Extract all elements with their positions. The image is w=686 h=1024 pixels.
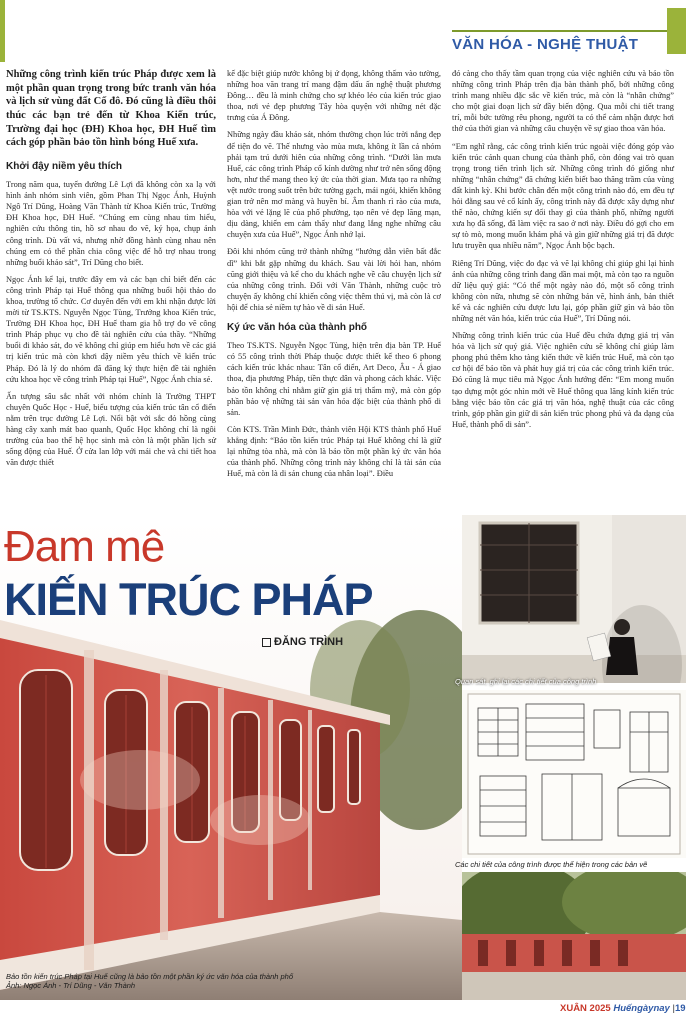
section-title: VĂN HÓA - NGHỆ THUẬT bbox=[452, 36, 639, 53]
caption-text: Bảo tồn kiến trúc Pháp tại Huế cũng là bảo tồn một phần ký ức văn hóa của thành phố bbox=[6, 972, 294, 981]
sketch-drawing bbox=[462, 690, 686, 858]
paragraph: Những ngày đầu khảo sát, nhóm thường chọn lúc trời nắng đẹp để tiện đo vẽ. Thế nhưng vào mùa mưa, không ít lần cả nhóm phải tạm trú dưới hiên của những công trình. “Dưới làn mưa Huế, các công trình Pháp cổ kính dường như trở nên sống động hơn, như thể mang theo ký ức của thời gian. Mưa tạo ra những vệt nước trong suốt trên bức tường gạch, mái ngói, khiến không gian trở nên mơ màng và huyền bí. Âm thanh rì rào của mưa, hòa với vẻ lặng lẽ của phố phường, tạo nên vẻ đẹp lãng mạn, dịu dàng, khiến em cảm thấy như đang lắng nghe những câu chuyện xưa của Huế”, Ngọc Ánh nhớ lại. bbox=[227, 130, 441, 240]
headline-line-2: KIẾN TRÚC PHÁP bbox=[4, 574, 373, 625]
photo-right-top bbox=[462, 515, 686, 683]
byline bbox=[262, 636, 343, 648]
page-number: 19 bbox=[674, 1003, 686, 1014]
photo-caption-2: Các chi tiết của công trình được thể hiện trong các bản vẽ bbox=[455, 860, 648, 869]
heading-1: Khởi đậy niềm yêu thích bbox=[6, 160, 123, 172]
photo-credit: Ảnh: Ngọc Ánh - Trí Dũng - Văn Thành bbox=[6, 981, 136, 991]
paragraph: Còn KTS. Trần Minh Đức, thành viên Hội KTS thành phố Huế khẳng định: “Bảo tồn kiến trúc Pháp tại Huế không chỉ là giữ lại những tòa nhà, mà còn là bảo tồn một phần ký ức văn hóa của thành phố. Những công trình này không chỉ là tài sản của Huế, mà còn là di sản chung của nhân loại”. Điều bbox=[227, 424, 441, 479]
square-bullet-icon bbox=[262, 638, 271, 647]
byline-name: ĐĂNG TRÌNH bbox=[274, 636, 344, 648]
header-line bbox=[452, 30, 686, 32]
paragraph: Trong năm qua, tuyến đường Lê Lợi đã không còn xa lạ với hình ảnh nhóm sinh viên, gồm Phan Thị Ngọc Ánh, Huỳnh Ngô Trí Dũng, Hoàng Văn Thành từ Khoa Kiến trúc, Trường ĐH Khoa học, ĐH Huế. “Chúng em cùng nhau tìm hiểu, nghiên cứu thông tin, hồ sơ nhau đo vẽ, ký họa, chụp ảnh công trình. Dù vất vả, nhưng nhờ đồng hành cùng nhau nên chúng em có thể phần chia công việc để hỗ trợ nhau trong những buổi khảo sát”, Trí Dũng cho biết. bbox=[6, 180, 216, 267]
photo-caption-main bbox=[6, 972, 306, 991]
header-accent-block bbox=[667, 8, 686, 54]
footer-divider: | bbox=[672, 1003, 675, 1014]
paragraph: Đôi khi nhóm cũng trở thành những “hướng dẫn viên bất đắc dĩ” khi bắt gặp những du khách. Sau vài lời hỏi han, nhóm cũng giới thiệu và kể cho du khách nghe về câu chuyện lịch sử của những công trình. Đối với Văn Thành, những cuộc trò chuyện ấy không chỉ khiến công việc thêm thú vị, mà còn là cơ hội để chia sẻ niềm tự hào về di sản Huế. bbox=[227, 247, 441, 312]
column-2 bbox=[227, 68, 441, 485]
page-footer bbox=[560, 1003, 686, 1014]
paragraph: Ấn tượng sâu sắc nhất với nhóm chính là Trường THPT chuyên Quốc Học - Huế, biểu tượng của kiến trúc tân cổ điển nằm trên trục đường Lê Lợi. Nổi bật với sắc đỏ hồng cùng hàng cây xanh mát bao quanh, Quốc Học không chỉ là ngôi trường của bao thế hệ học sinh mà còn là một phần lịch sử sống động của Huế. Ở cửa lan lớp với mái che và chi tiết hoa văn được thiết bbox=[6, 391, 216, 468]
column-1 bbox=[6, 68, 216, 474]
heading-2: Ký ức văn hóa của thành phố bbox=[227, 321, 368, 333]
photo-right-bottom bbox=[462, 872, 686, 1000]
column-3 bbox=[452, 68, 674, 436]
issue-label: XUÂN 2025 bbox=[560, 1003, 611, 1014]
paragraph: đó càng cho thấy tầm quan trọng của việc nghiên cứu và bảo tồn những công trình Pháp trên địa bàn thành phố, bởi những công trình mang nhiều đặc sắc về kiến trúc, mà còn là “nhân chứng” cho một giai đoạn lịch sử đầy biến động. Qua mỗi chi tiết trang trí, mỗi bức tường rêu phong, người ta có thể cảm nhận được hơi thở của thời gian và những câu chuyện về sự giao thoa văn hóa. bbox=[452, 69, 674, 134]
article-lead: Những công trình kiến trúc Pháp được xem là một phần quan trọng trong bức tranh văn hóa và lịch sử vùng đất Cố đô. Đó cũng là điều thôi thúc các bạn trẻ đến từ Khoa Kiến trúc, Trường đại học (ĐH) Khoa học, ĐH Huế tìm cách góp phần bảo tồn hình bóng Huế xưa. bbox=[6, 69, 216, 149]
photo-caption-1: Quan sát, ghi lại các chi tiết của công trình bbox=[455, 677, 597, 686]
paragraph: “Em nghĩ rằng, các công trình kiến trúc ngoài việc đóng góp vào kiến trúc cảnh quan chung của thành phố, còn đóng vai trò quan trọng trong tiến trình lịch sử. Những công trình đó giống như những “nhân chứng” đã chứng kiến biết bao thăng trầm của vùng đất kinh kỳ. Khi bước chân đến một công trình nào đó, em đều tự hỏi đằng sau vẻ cổ kính ấy, công trình này đã được xây dựng như thế nào, chứng kiến sự đổi thay gì của thành phố, những người xưa họ đã sống, đã làm việc ra sao ở nơi này. Điều đó gợi cho em sự tò mò, mong muốn khám phá và gìn giữ những giá trị đã được lưu truyền qua nhiều năm”, Ngọc Ánh bộc bạch. bbox=[452, 141, 674, 251]
left-accent-stripe bbox=[0, 0, 5, 62]
paragraph: Riêng Trí Dũng, việc đo đạc và vẽ lại không chỉ giúp ghi lại hình ảnh của những công trình đang dần mai một, mà còn tạo ra nguồn dữ liệu quý giá: “Có thể một ngày nào đó, một số công trình không còn nữa, nhưng sẽ còn những bản vẽ, hình ảnh, bản thiết kế và các nghiên cứu được lưu lại, góp phần giữ gìn và bảo tồn những nét văn hóa, kiến trúc của Huế”, Trí Dũng nói. bbox=[452, 258, 674, 323]
paragraph: Ngọc Ánh kể lại, trước đây em và các bạn chỉ biết đến các công trình Pháp tại Huế thông qua những buổi hội thảo do khoa, trường tổ chức. Cơ duyên đến với em khi nhận được lời mời từ TS.KTS. Nguyễn Ngọc Tùng, Trưởng khoa Kiến trúc, Trường ĐH Khoa học, ĐH Huế tham gia hỗ trợ đo vẽ công trình Pháp phục vụ cho đề tài nghiên cứu của thầy. “Những buổi đi khảo sát, đo vẽ không chỉ giúp em hiểu hơn về các giá trị kiến trúc mà còn khơi dậy niềm yêu thích về kiến trúc Pháp. Đó là lý do nhóm đã đăng ký thực hiện đề tài nghiên cứu khoa học về công trình Pháp tại Huế”, Ngọc Ánh chia sẻ. bbox=[6, 274, 216, 384]
headline-line-1: Đam mê bbox=[4, 522, 165, 571]
brand-name: Huếngàynay bbox=[613, 1003, 670, 1014]
paragraph: Những công trình kiến trúc của Huế đều chứa đựng giá trị văn hóa và lịch sử quý giá. Việc nghiên cứu sẽ không chỉ giúp làm phong phú thêm kho tàng kiến thức về kiến trúc Huế, mà còn tạo cơ hội để bảo tồn và phát huy giá trị của các công trình kiến trúc. Đó cũng là mục tiêu mà Ngọc Ánh hướng đến: “Em mong muốn tạo dựng một góc nhìn mới về Huế thông qua lăng kính kiến trúc bằng việc bảo tồn các giá trị văn hóa, nghệ thuật của các công trình, góp phần gìn giữ di sản kiến trúc phong phú và đa dạng của Huế, thành phố di sản”. bbox=[452, 331, 674, 429]
paragraph: kế đặc biệt giúp nước không bị ứ đọng, không thấm vào tường, những hoa văn trang trí mang đậm dấu ấn nghệ thuật phương Đông… đều là minh chứng cho sự khéo léo của kiến trúc giao thoa, nơi vẻ đẹp phương Tây hòa quyện với những nét đặc trưng của Á Đông. bbox=[227, 69, 441, 123]
paragraph: Theo TS.KTS. Nguyễn Ngọc Tùng, hiện trên địa bàn TP. Huế có 55 công trình thời Pháp thuộc được thiết kế theo 6 phong cách kiến trúc khác nhau: Tân cổ điển, Art Deco, Âu - Á giao thoa, địa phương Pháp, tiền thực dân và phong cách khác. Việc bảo tồn không chỉ nhằm giữ gìn giá trị thẩm mỹ, mà còn góp phần bảo vệ những tài sản văn hóa đặc biệt của thành phố di sản. bbox=[227, 341, 441, 417]
